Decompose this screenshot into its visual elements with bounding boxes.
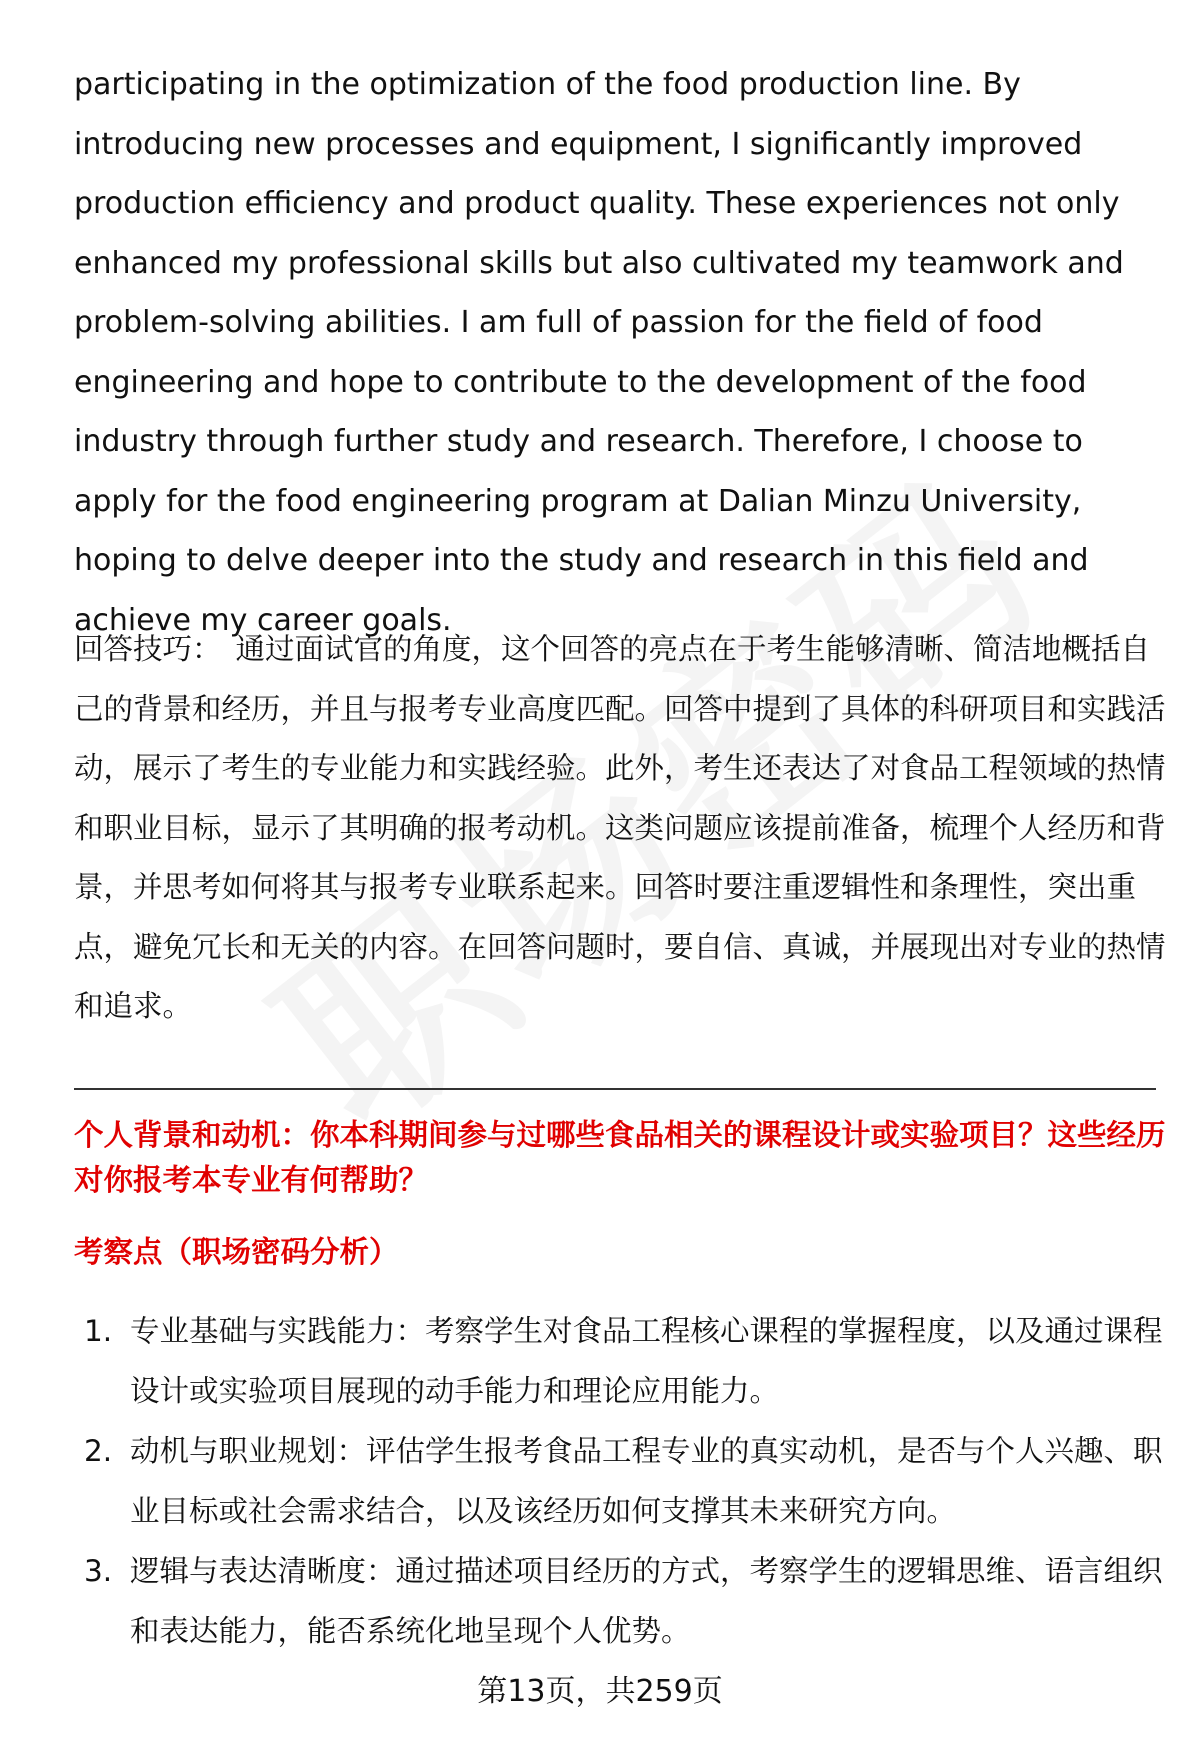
question-heading: 个人背景和动机：你本科期间参与过哪些食品相关的课程设计或实验项目？这些经历对你报考本专业有何帮助？ xyxy=(74,1118,1166,1197)
section-divider xyxy=(74,1088,1156,1090)
list-item-text: 动机与职业规划：评估学生报考食品工程专业的真实动机，是否与个人兴趣、职业目标或社会需求结合，以及该经历如何支撑其未来研究方向。 xyxy=(130,1434,1163,1528)
list-item-number: 2. xyxy=(84,1434,113,1468)
list-item-number: 1. xyxy=(84,1314,113,1348)
english-answer-paragraph: participating in the optimization of the food production line. By introducing new processes and equipment, I significantly improved production efficiency and product quality. These experiences not only enhanced my professional skills but also cultivated my teamwork and problem-solving abilities. I am full of passion for the field of food engineering and hope to contribute to the development of the food industry through further study and research. Therefore, I choose to apply for the food engineering program at Dalian Minzu University, hoping to delve deeper into the study and research in this field and achieve my career goals. xyxy=(74,67,1124,638)
list-item-text: 专业基础与实践能力：考察学生对食品工程核心课程的掌握程度，以及通过课程设计或实验项目展现的动手能力和理论应用能力。 xyxy=(130,1314,1163,1408)
list-item xyxy=(74,1422,1166,1541)
answer-tips-label: 回答技巧： xyxy=(74,632,222,666)
answer-tips-text: 通过面试官的角度，这个回答的亮点在于考生能够清晰、简洁地概括自己的背景和经历，并且与报考专业高度匹配。回答中提到了具体的科研项目和实践活动，展示了考生的专业能力和实践经验。此外，考生还表达了对食品工程领域的热情和职业目标，显示了其明确的报考动机。这类问题应该提前准备，梳理个人经历和背景，并思考如何将其与报考专业联系起来。回答时要注重逻辑性和条理性，突出重点，避免冗长和无关的内容。在回答问题时，要自信、真诚，并展现出对专业的热情和追求。 xyxy=(74,632,1166,1023)
list-item-number: 3. xyxy=(84,1554,113,1588)
assessment-points-list xyxy=(74,1302,1166,1662)
list-item xyxy=(74,1302,1166,1421)
list-item-text: 逻辑与表达清晰度：通过描述项目经历的方式，考察学生的逻辑思维、语言组织和表达能力，能否系统化地呈现个人优势。 xyxy=(130,1554,1163,1648)
page-number-footer: 第13页，共259页 xyxy=(477,1674,723,1709)
answer-tips-paragraph xyxy=(74,620,1166,1037)
list-item xyxy=(74,1542,1166,1661)
assessment-points-heading: 考察点（职场密码分析） xyxy=(74,1235,399,1269)
